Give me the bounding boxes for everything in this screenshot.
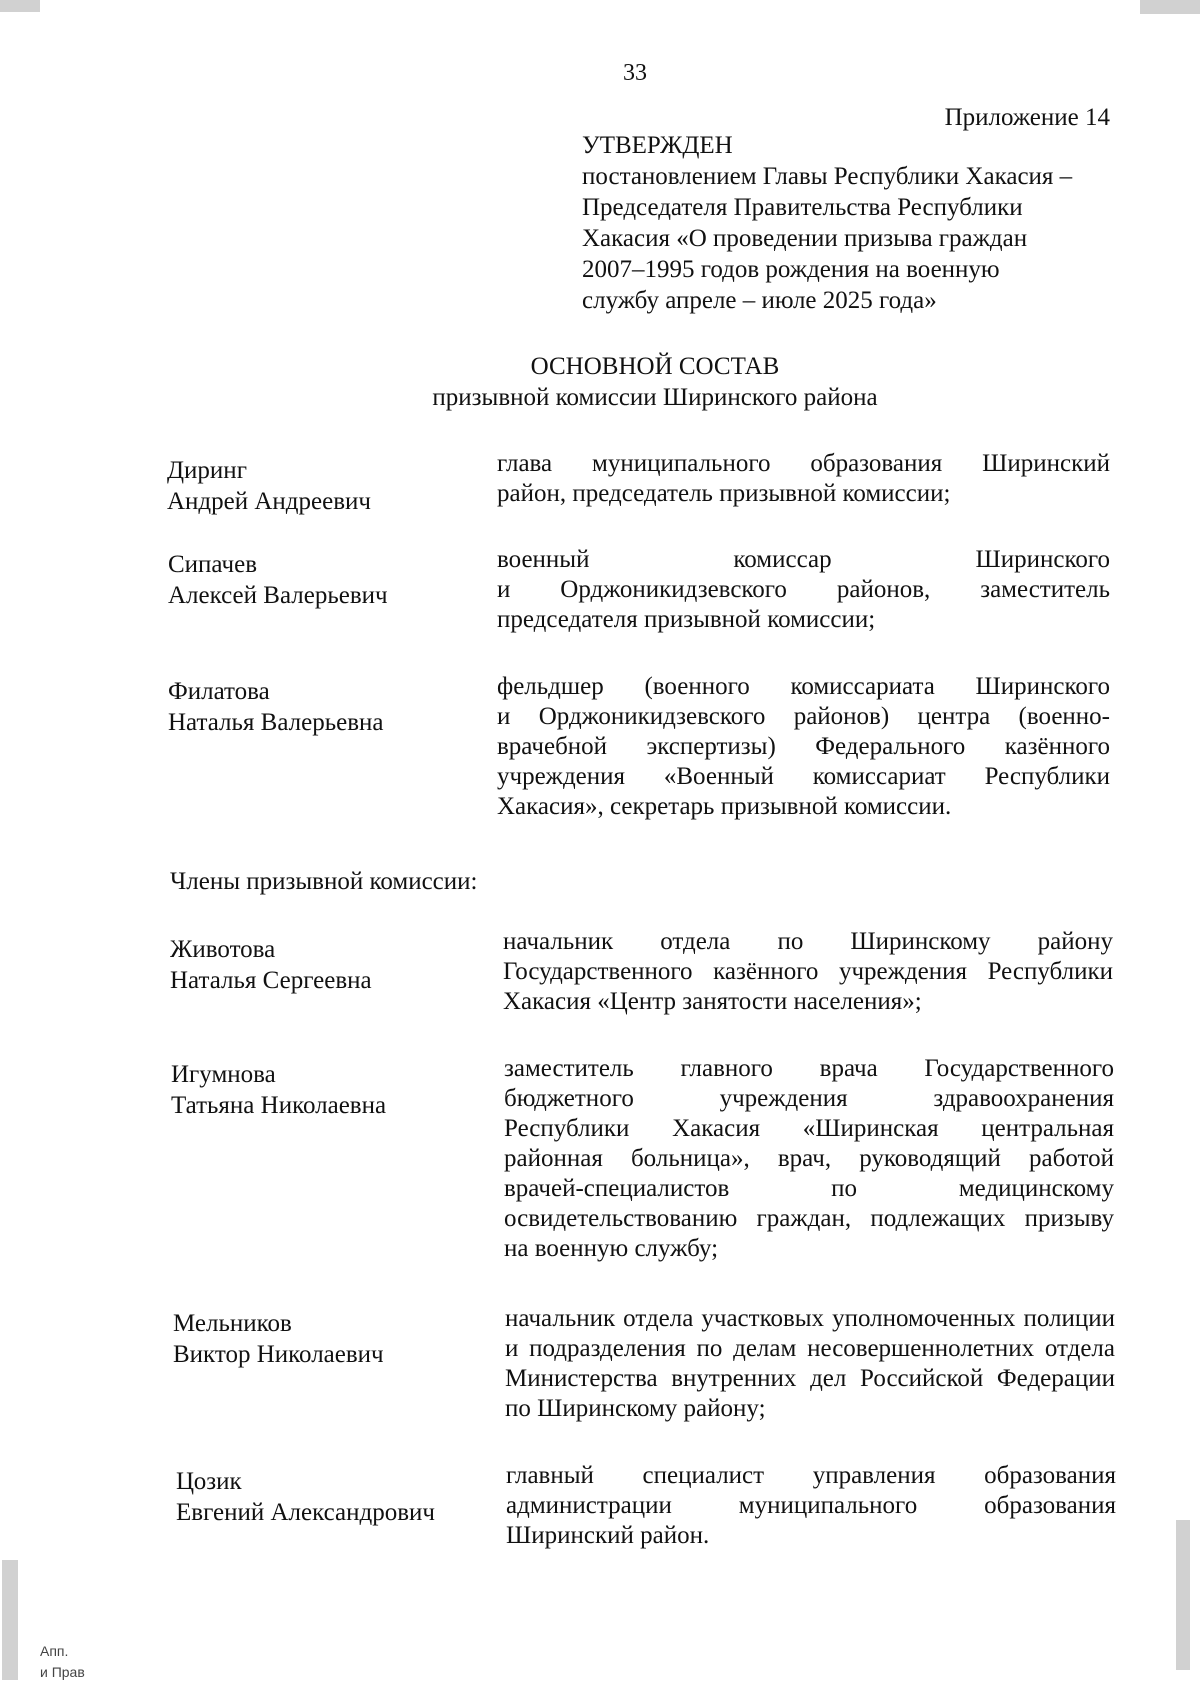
- page-number: 33: [623, 60, 647, 86]
- scan-noise: [0, 0, 40, 12]
- document-subtitle: призывной комиссии Ширинского района: [432, 384, 878, 411]
- role-line: начальник отдела по Ширинскому району: [503, 928, 1113, 955]
- role-line: врачебной экспертизы) Федерального казённого: [497, 733, 1110, 760]
- role-line: Государственного казённого учреждения Республики: [503, 958, 1113, 985]
- member-name: [167, 455, 371, 517]
- role-line: учреждения «Военный комиссариат Республики: [497, 763, 1110, 790]
- role-line: председателя призывной комиссии;: [497, 606, 876, 633]
- member-role: [505, 1304, 1115, 1424]
- stamp-fragment: и Прав: [40, 1664, 85, 1680]
- member-name: [176, 1466, 435, 1528]
- role-line: и подразделения по делам несовершеннолетних отдела: [505, 1335, 1115, 1362]
- role-line: Республики Хакасия «Ширинская центральная: [504, 1115, 1114, 1142]
- member-given-name: Наталья Валерьевна: [168, 709, 384, 736]
- appendix-label: Приложение 14: [944, 104, 1110, 131]
- member-name: [173, 1308, 384, 1370]
- member-name: [170, 934, 372, 996]
- role-line: фельдшер (военного комиссариата Ширинского: [497, 673, 1110, 700]
- member-surname: Филатова: [168, 678, 270, 705]
- member-role: [503, 927, 1113, 1017]
- role-line: главный специалист управления образования: [506, 1462, 1116, 1489]
- member-surname: Игумнова: [171, 1061, 276, 1088]
- role-line: по Ширинскому району;: [505, 1395, 766, 1422]
- member-role: [504, 1054, 1114, 1264]
- member-role: [497, 545, 1110, 635]
- member-surname: Цозик: [176, 1468, 242, 1495]
- approval-line: Председателя Правительства Республики: [582, 194, 1023, 221]
- member-given-name: Андрей Андреевич: [167, 488, 371, 515]
- role-line: начальник отдела участковых уполномоченных полиции: [505, 1305, 1115, 1332]
- approval-line: 2007–1995 годов рождения на военную: [582, 256, 1000, 283]
- member-name: [168, 676, 384, 738]
- scan-noise: [1176, 1520, 1190, 1670]
- role-line: Хакасия «Центр занятости населения»;: [503, 988, 922, 1015]
- scan-noise: [2, 1560, 18, 1680]
- member-given-name: Татьяна Николаевна: [171, 1092, 387, 1119]
- members-section-label: Члены призывной комиссии:: [170, 868, 478, 895]
- approval-line: Хакасия «О проведении призыва граждан: [582, 225, 1028, 252]
- member-role: [497, 672, 1110, 822]
- stamp-fragment: Апп.: [40, 1643, 69, 1659]
- approval-title: УТВЕРЖДЕН: [582, 132, 733, 159]
- role-line: освидетельствованию граждан, подлежащих призыву: [504, 1205, 1114, 1232]
- role-line: район, председатель призывной комиссии;: [497, 480, 951, 507]
- member-given-name: Евгений Александрович: [176, 1499, 435, 1526]
- role-line: и Орджоникидзевского районов, заместитель: [497, 576, 1110, 603]
- document-title: ОСНОВНОЙ СОСТАВ: [530, 353, 780, 380]
- approval-block: [582, 131, 1102, 316]
- member-name: [168, 549, 388, 611]
- member-given-name: Виктор Николаевич: [173, 1341, 384, 1368]
- role-line: военный комиссар Ширинского: [497, 546, 1110, 573]
- member-given-name: Алексей Валерьевич: [168, 582, 388, 609]
- member-surname: Мельников: [173, 1310, 292, 1337]
- member-surname: Диринг: [167, 457, 247, 484]
- scan-noise: [1140, 0, 1200, 14]
- approval-line: службу апреле – июле 2025 года»: [582, 287, 937, 314]
- role-line: Хакасия», секретарь призывной комиссии.: [497, 793, 952, 820]
- role-line: врачей-специалистов по медицинскому: [504, 1175, 1114, 1202]
- role-line: заместитель главного врача Государственного: [504, 1055, 1114, 1082]
- role-line: глава муниципального образования Ширинский: [497, 450, 1110, 477]
- role-line: Ширинский район.: [506, 1522, 710, 1549]
- member-surname: Животова: [170, 936, 276, 963]
- member-name: [171, 1059, 386, 1121]
- role-line: бюджетного учреждения здравоохранения: [504, 1085, 1114, 1112]
- member-given-name: Наталья Сергеевна: [170, 967, 372, 994]
- role-line: Министерства внутренних дел Российской Федерации: [505, 1365, 1115, 1392]
- role-line: администрации муниципального образования: [506, 1492, 1116, 1519]
- member-role: [506, 1461, 1116, 1551]
- member-role: [497, 449, 1110, 509]
- role-line: районная больница», врач, руководящий работой: [504, 1145, 1114, 1172]
- role-line: на военную службу;: [504, 1235, 719, 1262]
- role-line: и Орджоникидзевского районов) центра (военно-: [497, 703, 1110, 730]
- member-surname: Сипачев: [168, 551, 258, 578]
- approval-line: постановлением Главы Республики Хакасия –: [582, 163, 1073, 190]
